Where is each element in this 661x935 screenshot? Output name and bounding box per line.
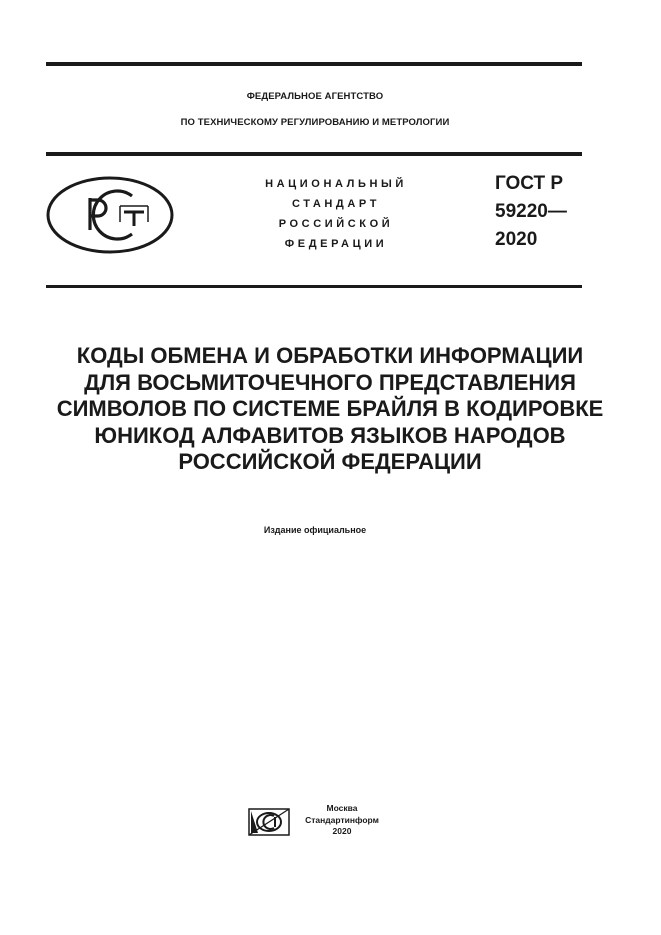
standard-type-line: НАЦИОНАЛЬНЫЙ — [265, 178, 407, 190]
gost-r-certification-emblem-icon — [46, 176, 174, 254]
standard-designation — [495, 170, 567, 254]
agency-name-line-1: ФЕДЕРАЛЬНОЕ АГЕНТСТВО — [246, 91, 384, 102]
title-line: КОДЫ ОБМЕНА И ОБРАБОТКИ ИНФОРМАЦИИ — [76, 343, 584, 368]
publisher-year: 2020 — [332, 826, 352, 836]
publisher-imprint — [296, 803, 388, 838]
publisher-name: Стандартинформ — [305, 814, 379, 825]
designation-line: ГОСТ Р — [495, 173, 564, 194]
title-line: РОССИЙСКОЙ ФЕДЕРАЦИИ — [178, 449, 482, 474]
middle-rule — [46, 152, 582, 156]
designation-line: 59220— — [495, 201, 567, 222]
standard-type-line: СТАНДАРТ — [291, 198, 381, 210]
top-rule — [46, 62, 582, 66]
document-title — [20, 343, 640, 476]
standartinform-logo-icon — [248, 808, 290, 836]
standard-type-line: РОССИЙСКОЙ — [278, 218, 394, 230]
title-line: ДЛЯ ВОСЬМИТОЧЕЧНОГО ПРЕДСТАВЛЕНИЯ — [84, 369, 576, 395]
standard-type-block — [236, 174, 436, 254]
standard-type-line: ФЕДЕРАЦИИ — [284, 238, 388, 250]
edition-label: Издание официальное — [263, 525, 367, 535]
publisher-city: Москва — [326, 803, 358, 813]
designation-line: 2020 — [495, 229, 538, 250]
agency-name-line-2: ПО ТЕХНИЧЕСКОМУ РЕГУЛИРОВАНИЮ И МЕТРОЛОГИИ — [180, 117, 450, 128]
lower-rule — [46, 285, 582, 288]
title-line: ЮНИКОД АЛФАВИТОВ ЯЗЫКОВ НАРОДОВ — [94, 422, 566, 448]
title-line: СИМВОЛОВ ПО СИСТЕМЕ БРАЙЛЯ В КОДИРОВКЕ — [56, 396, 604, 421]
